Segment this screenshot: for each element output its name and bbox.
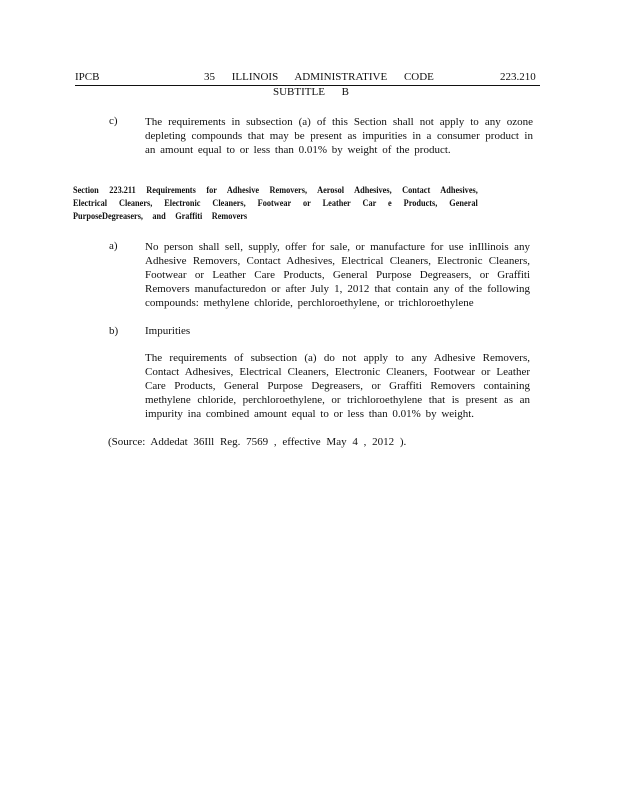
subtitle-text: SUBTITLE B: [272, 86, 350, 98]
para-b-text: The requirements of subsection (a) do not apply to any Adhesive Removers, Contact Adhesives, Electrical Cleaners, Electronic Cleaners, Footwear or Leather Care Products, General Purpose Degreasers, or Graffiti Removers containing methylene chloride, perchloroethylene, or trichloroethylene that is present as an impurity ina combined amount equal to or less than 0.01% by weight.: [145, 352, 530, 420]
para-a-marker: a): [109, 240, 118, 252]
header-right: 223.210: [500, 71, 536, 83]
section-heading: Section 223.211 Requirements for Adhesive Removers, Aerosol Adhesives, Contact Adhesives, Electrical Cleaners, Electronic Cleaners, Footwear or Leather Car e Products, General PurposeDegreasers, and Graffiti Removers: [73, 185, 478, 221]
header-left: IPCB: [75, 71, 100, 83]
source-note: (Source: Addedat 36Ill Reg. 7569 , effective May 4 , 2012 ).: [108, 436, 407, 448]
para-b-marker: b): [109, 325, 119, 337]
header-subtitle: [0, 86, 618, 99]
para-b-title: Impurities: [145, 325, 191, 337]
para-c-marker: c): [109, 115, 118, 127]
para-a-text: No person shall sell, supply, offer for sale, or manufacture for use inIllinois any Adhesive Removers, Contact Adhesives, Electrical Cleaners, Electronic Cleaners, Footwear or Leather Care Products, General Purpose Degreasers, or Graffiti Removers manufacturedon or after July 1, 2012 that contain any of the following compounds: methylene chloride, perchloroethylene, or trichloroethylene: [145, 241, 530, 309]
header-center: 35 ILLINOIS ADMINISTRATIVE CODE: [204, 71, 434, 83]
para-c-text: The requirements in subsection (a) of this Section shall not apply to any ozone depleting compounds that may be present as impurities in a consumer product in an amount equal to or less than 0.01% by weight of the product.: [145, 116, 533, 156]
